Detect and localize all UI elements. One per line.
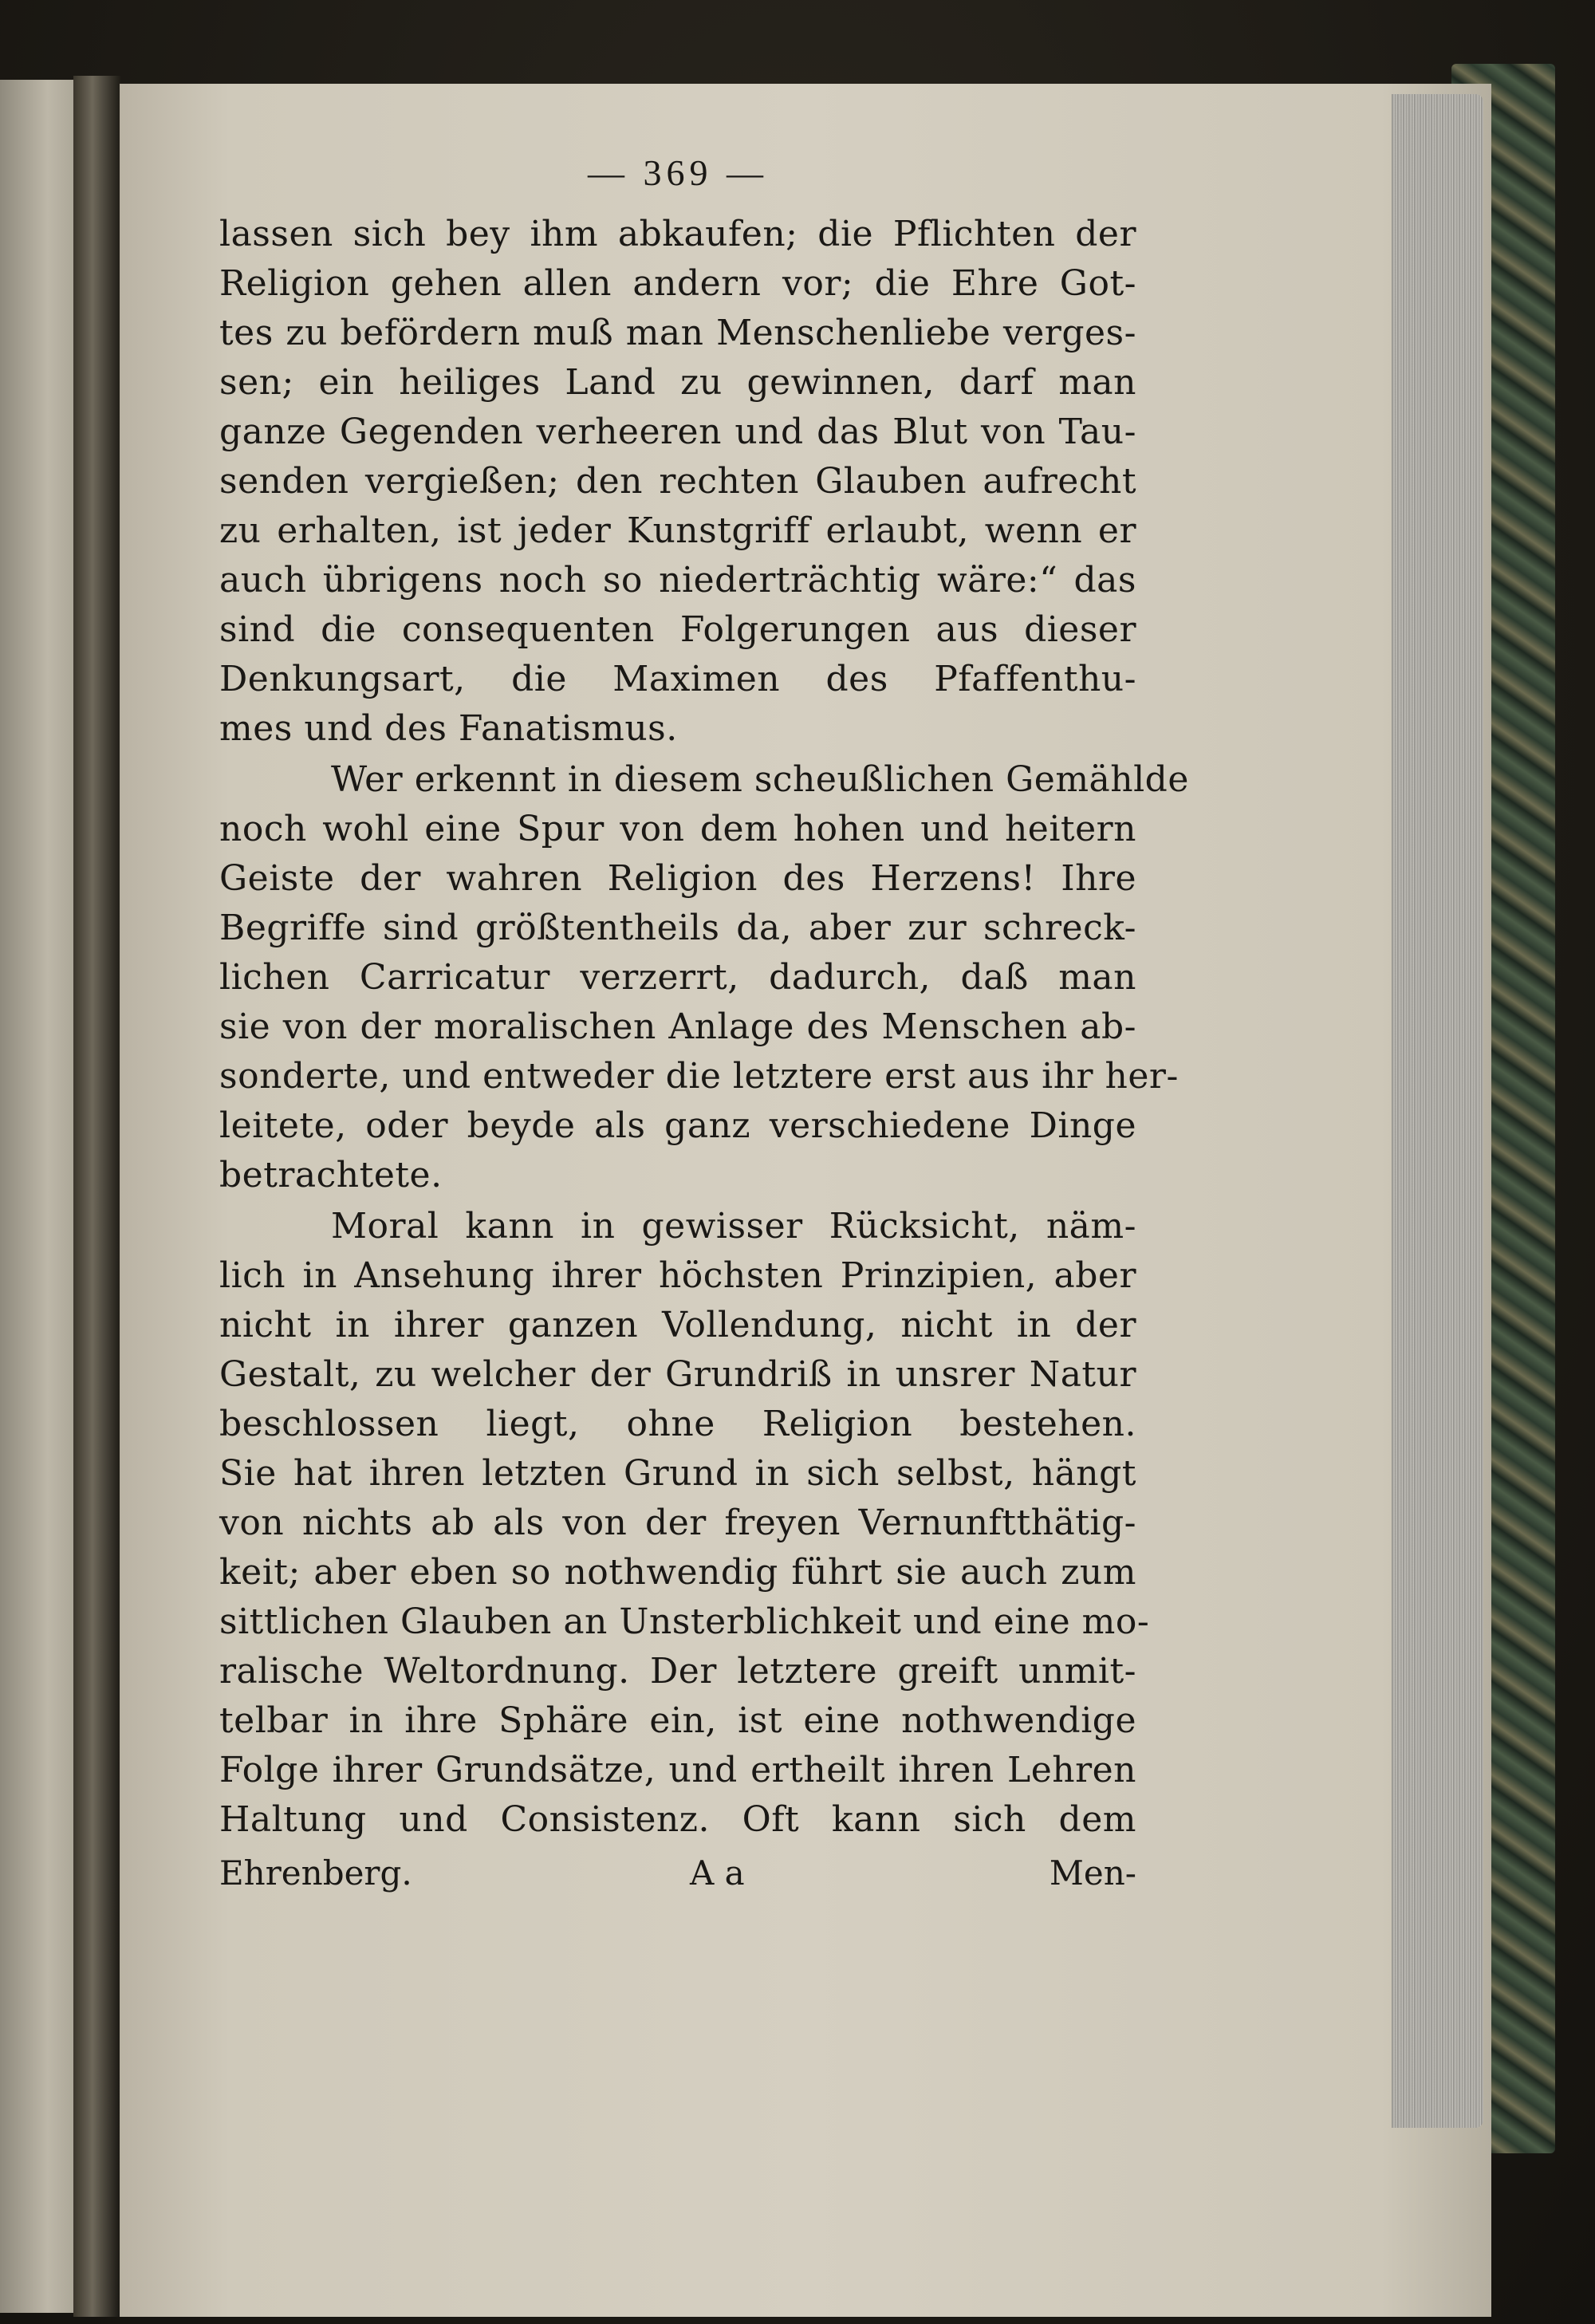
text-line: ganze Gegenden verheeren und das Blut von Tau- xyxy=(219,412,1136,452)
gutter-shadow xyxy=(73,76,121,2317)
text-line: Haltung und Consistenz. Oft kann sich dem xyxy=(219,1799,1136,1840)
text-line: von nichts ab als von der freyen Vernunftthätig- xyxy=(219,1503,1136,1543)
catchword: Men- xyxy=(1049,1853,1136,1893)
text-line: auch übrigens noch so niederträchtig wäre:“ das xyxy=(219,560,1136,601)
text-line: betrachtete. xyxy=(219,1155,443,1195)
quire-mark: A a xyxy=(690,1853,745,1893)
text-line: telbar in ihre Sphäre ein, ist eine nothwendige xyxy=(219,1700,1136,1741)
text-line: Geiste der wahren Religion des Herzens! Ihre xyxy=(219,858,1136,899)
text-line: lich in Ansehung ihrer höchsten Prinzipien, aber xyxy=(219,1255,1136,1296)
text-line: beschlossen liegt, ohne Religion bestehen. xyxy=(219,1404,1136,1444)
text-line: senden vergießen; den rechten Glauben aufrecht xyxy=(219,461,1136,502)
facing-page-edge xyxy=(0,80,80,2313)
text-line: leitete, oder beyde als ganz verschiedene Dinge xyxy=(219,1105,1136,1146)
text-line: Gestalt, zu welcher der Grundriß in unsrer Natur xyxy=(219,1354,1136,1395)
text-line: keit; aber eben so nothwendig führt sie auch zum xyxy=(219,1552,1136,1593)
page-number-header: — 369 — xyxy=(588,152,768,193)
text-line: ralische Weltordnung. Der letztere greift unmit- xyxy=(219,1651,1136,1692)
text-line: Denkungsart, die Maximen des Pfaffenthu- xyxy=(219,659,1136,699)
paragraph-first-line: Moral kann in gewisser Rücksicht, näm- xyxy=(331,1206,1136,1247)
paragraph-first-line: Wer erkennt in diesem scheußlichen Gemählde xyxy=(331,759,1189,800)
text-line: lassen sich bey ihm abkaufen; die Pflichten der xyxy=(219,214,1136,254)
text-line: Begriffe sind größtentheils da, aber zur schreck- xyxy=(219,908,1136,948)
text-line: sittlichen Glauben an Unsterblichkeit und eine mo- xyxy=(219,1601,1150,1642)
text-line: sen; ein heiliges Land zu gewinnen, darf man xyxy=(219,362,1136,403)
text-line: nicht in ihrer ganzen Vollendung, nicht in der xyxy=(219,1305,1136,1345)
text-line: noch wohl eine Spur von dem hohen und heitern xyxy=(219,809,1136,849)
text-line: sind die consequenten Folgerungen aus dieser xyxy=(219,609,1136,650)
text-line: sonderte, und entweder die letztere erst aus ihr her- xyxy=(219,1056,1179,1097)
text-line: sie von der moralischen Anlage des Menschen ab- xyxy=(219,1006,1136,1047)
text-line: mes und des Fanatismus. xyxy=(219,708,678,749)
signature-name: Ehrenberg. xyxy=(219,1853,412,1893)
text-line: Sie hat ihren letzten Grund in sich selbst, hängt xyxy=(219,1453,1136,1494)
text-line: Folge ihrer Grundsätze, und ertheilt ihren Lehren xyxy=(219,1750,1136,1790)
page-block-edges xyxy=(1392,94,1483,2128)
page-footer xyxy=(219,1850,1136,1897)
text-line: lichen Carricatur verzerrt, dadurch, daß man xyxy=(219,957,1136,998)
text-line: zu erhalten, ist jeder Kunstgriff erlaubt, wenn er xyxy=(219,510,1136,551)
text-line: tes zu befördern muß man Menschenliebe verges- xyxy=(219,313,1136,353)
text-line: Religion gehen allen andern vor; die Ehre Got- xyxy=(219,263,1136,304)
